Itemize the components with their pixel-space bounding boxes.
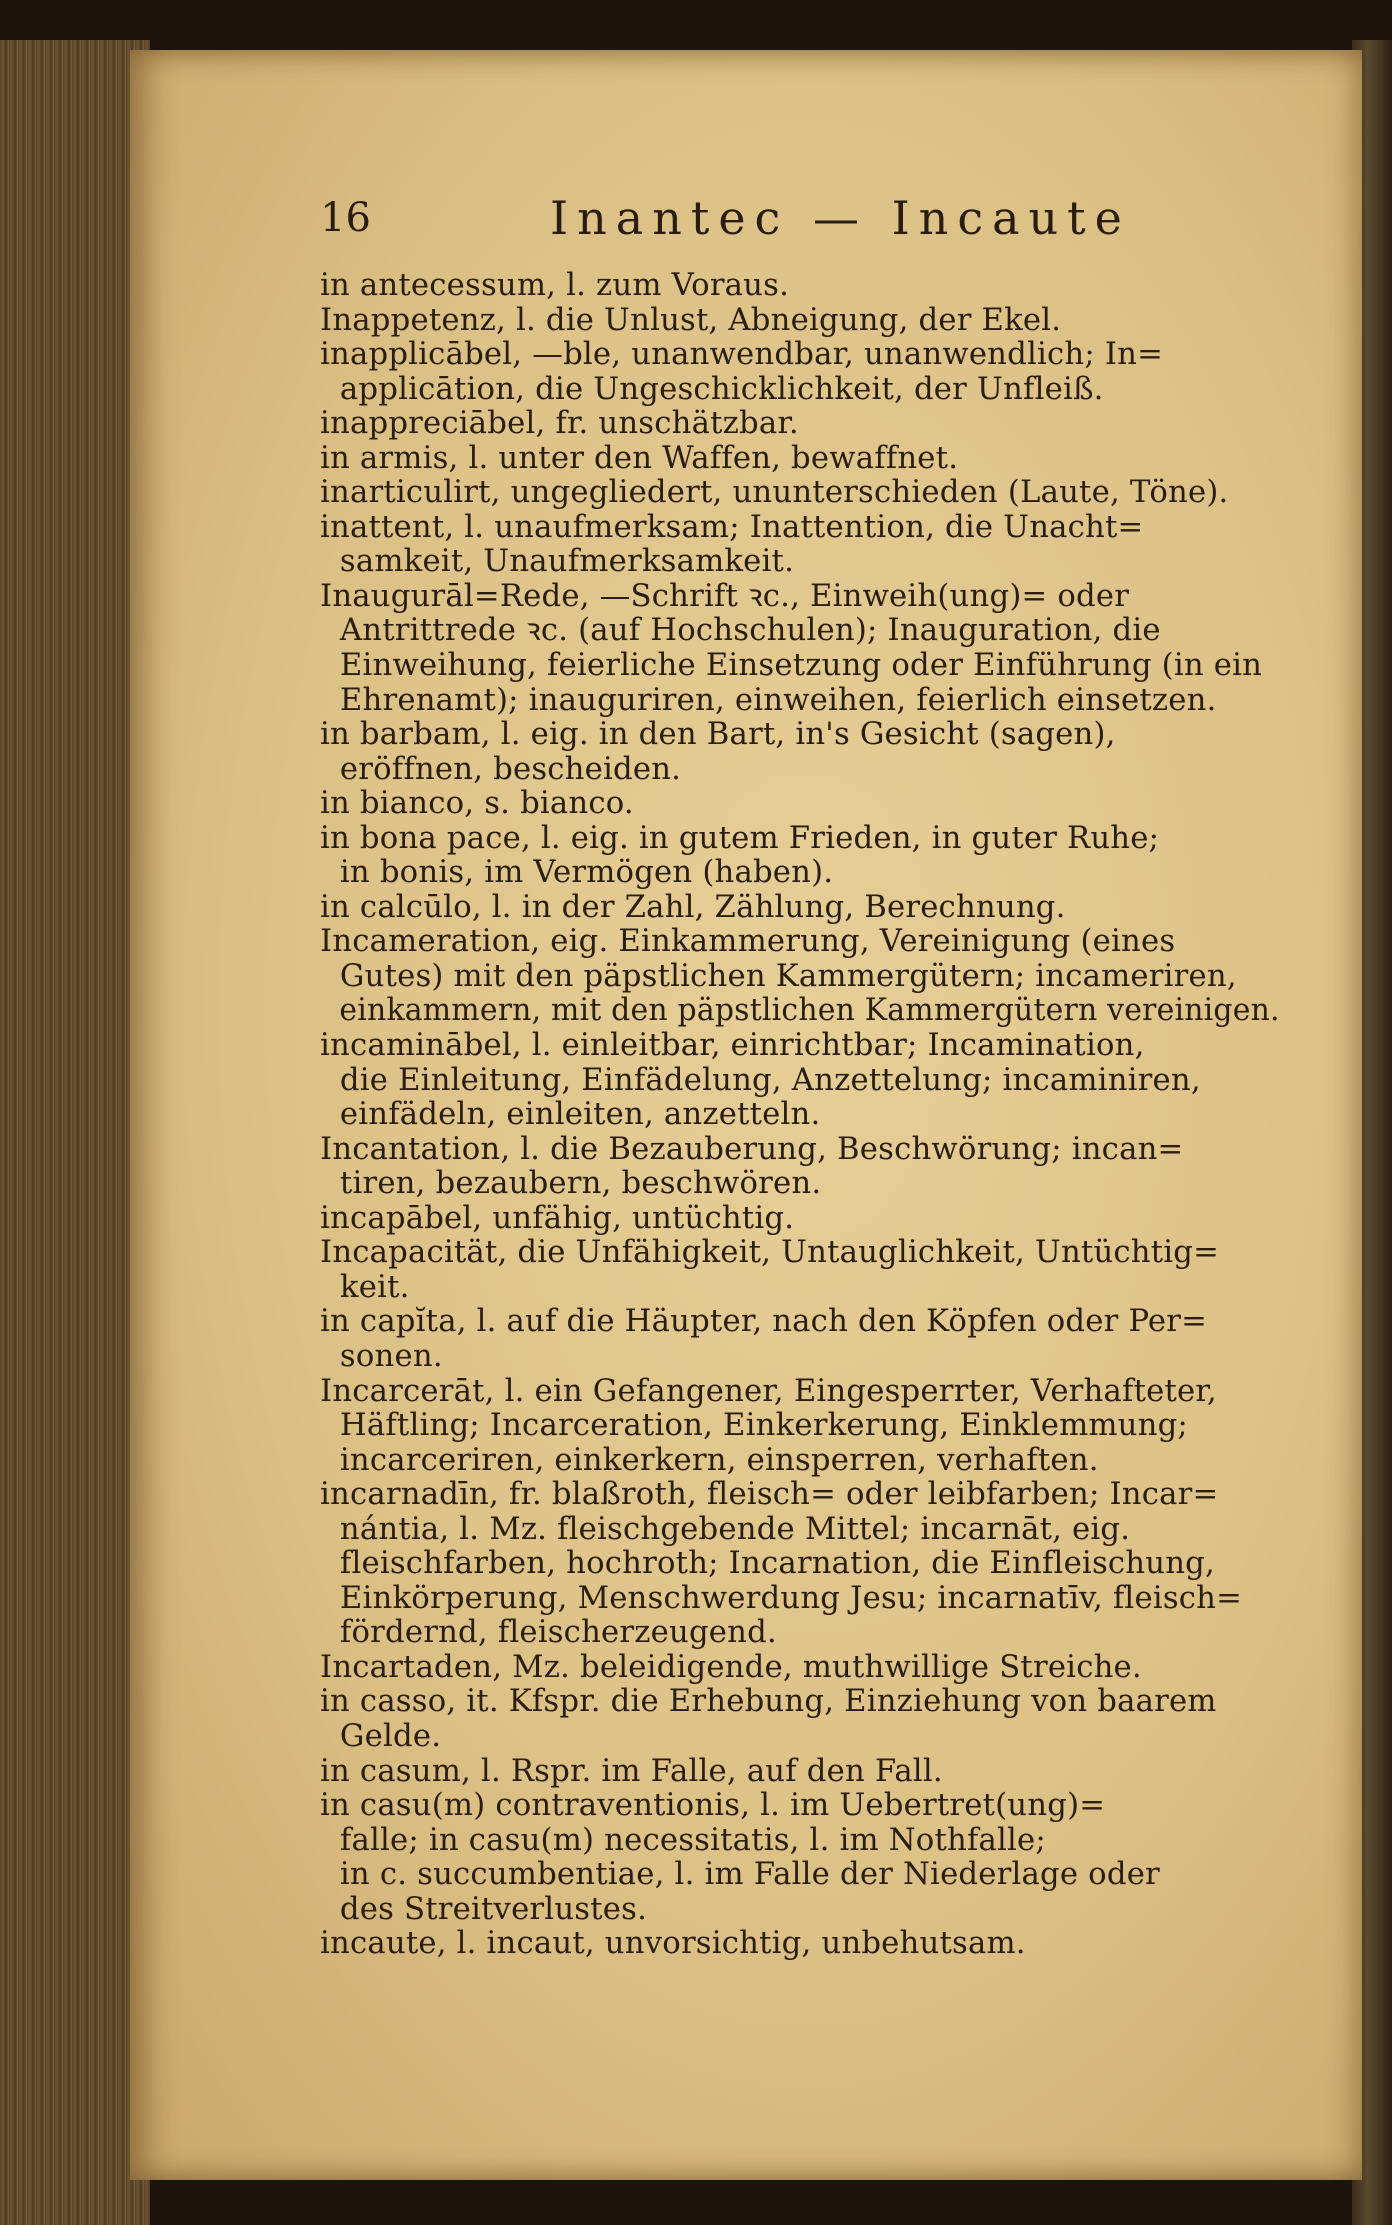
- text-line: Inaugurāl=Rede, —Schrift ꝛc., Einweih(ung)= oder: [320, 577, 1130, 614]
- text-line: inarticulirt, ungegliedert, ununterschieden (Laute, Töne).: [320, 474, 1229, 511]
- running-head-title: Inantec — Incaute: [550, 191, 1131, 245]
- text-line: incaute, l. incaut, unvorsichtig, unbehutsam.: [320, 1925, 1026, 1962]
- text-line: in antecessum, l. zum Voraus.: [320, 267, 790, 303]
- text-line: nántia, l. Mz. fleischgebende Mittel; incarnāt, eig.: [320, 1510, 1131, 1547]
- text-line: einfädeln, einleiten, anzetteln.: [320, 1096, 821, 1133]
- text-line: in capĭta, l. auf die Häupter, nach den Köpfen oder Per=: [320, 1303, 1208, 1340]
- text-line: eröffnen, bescheiden.: [320, 750, 682, 787]
- text-line: fördernd, fleischerzeugend.: [320, 1614, 777, 1651]
- text-line: Inappetenz, l. die Unlust, Abneigung, der Ekel.: [320, 301, 1062, 338]
- text-line: applicātion, die Ungeschicklichkeit, der Unfleiß.: [320, 370, 1104, 407]
- book-page-edges: [0, 40, 150, 2225]
- text-line: in bianco, s. bianco.: [320, 785, 634, 822]
- text-line: in casso, it. Kfspr. die Erhebung, Einziehung von baarem: [320, 1683, 1217, 1720]
- text-line: inappreciābel, fr. unschätzbar.: [320, 405, 799, 442]
- text-line: sonen.: [320, 1337, 443, 1374]
- text-line: des Streitverlustes.: [320, 1890, 648, 1927]
- text-line: in barbam, l. eig. in den Bart, in's Gesicht (sagen),: [320, 716, 1116, 753]
- text-line: Gelde.: [320, 1717, 442, 1754]
- text-line: Ehrenamt); inauguriren, einweihen, feierlich einsetzen.: [320, 681, 1217, 718]
- text-line: Einweihung, feierliche Einsetzung oder Einführung (in ein: [320, 647, 1263, 684]
- text-line: samkeit, Unaufmerksamkeit.: [320, 543, 795, 580]
- text-line: in casum, l. Rspr. im Falle, auf den Fall.: [320, 1752, 943, 1789]
- text-line: tiren, bezaubern, beschwören.: [320, 1165, 822, 1202]
- text-line: in c. succumbentiae, l. im Falle der Niederlage oder: [320, 1856, 1160, 1893]
- text-line: Incantation, l. die Bezauberung, Beschwörung; incan=: [320, 1130, 1184, 1167]
- text-line: incapābel, unfähig, untüchtig.: [320, 1199, 795, 1236]
- text-line: in bonis, im Vermögen (haben).: [320, 854, 834, 891]
- running-head: [320, 190, 1250, 250]
- text-line: in calcūlo, l. in der Zahl, Zählung, Berechnung.: [320, 888, 1066, 925]
- text-line: Incartaden, Mz. beleidigende, muthwillige Streiche.: [320, 1648, 1142, 1685]
- text-line: keit.: [320, 1268, 410, 1305]
- text-line: incarceriren, einkerkern, einsperren, verhaften.: [320, 1441, 1099, 1478]
- dictionary-entries: [320, 268, 1290, 1961]
- text-line: in bona pace, l. eig. in gutem Frieden, in guter Ruhe;: [320, 819, 1160, 856]
- text-line: in casu(m) contraventionis, l. im Uebertret(ung)=: [320, 1787, 1106, 1824]
- text-line: Einkörperung, Menschwerdung Jesu; incarnatīv, fleisch=: [320, 1579, 1243, 1616]
- page-number: 16: [320, 195, 371, 241]
- text-line: die Einleitung, Einfädelung, Anzettelung; incaminiren,: [320, 1061, 1201, 1098]
- text-line: falle; in casu(m) necessitatis, l. im Nothfalle;: [320, 1821, 1046, 1858]
- text-line: Häftling; Incarceration, Einkerkerung, Einklemmung;: [320, 1407, 1188, 1444]
- text-line: in armis, l. unter den Waffen, bewaffnet.: [320, 439, 959, 476]
- text-line: einkammern, mit den päpstlichen Kammergütern vereinigen.: [320, 992, 1280, 1029]
- text-line: Gutes) mit den päpstlichen Kammergütern; incameriren,: [320, 957, 1237, 994]
- text-line: Incapacität, die Unfähigkeit, Untauglichkeit, Untüchtig=: [320, 1234, 1220, 1271]
- text-line: inapplicābel, —ble, unanwendbar, unanwendlich; In=: [320, 336, 1164, 373]
- text-line: Antrittrede ꝛc. (auf Hochschulen); Inauguration, die: [320, 612, 1161, 649]
- text-line: inattent, l. unaufmerksam; Inattention, die Unacht=: [320, 508, 1144, 545]
- text-line: Incarcerāt, l. ein Gefangener, Eingesperrter, Verhafteter,: [320, 1372, 1217, 1409]
- text-line: incarnadīn, fr. blaßroth, fleisch= oder leibfarben; Incar=: [320, 1476, 1219, 1513]
- text-line: Incameration, eig. Einkammerung, Vereinigung (eines: [320, 923, 1176, 960]
- text-line: fleischfarben, hochroth; Incarnation, die Einfleischung,: [320, 1545, 1215, 1582]
- text-line: incaminābel, l. einleitbar, einrichtbar; Incamination,: [320, 1027, 1145, 1064]
